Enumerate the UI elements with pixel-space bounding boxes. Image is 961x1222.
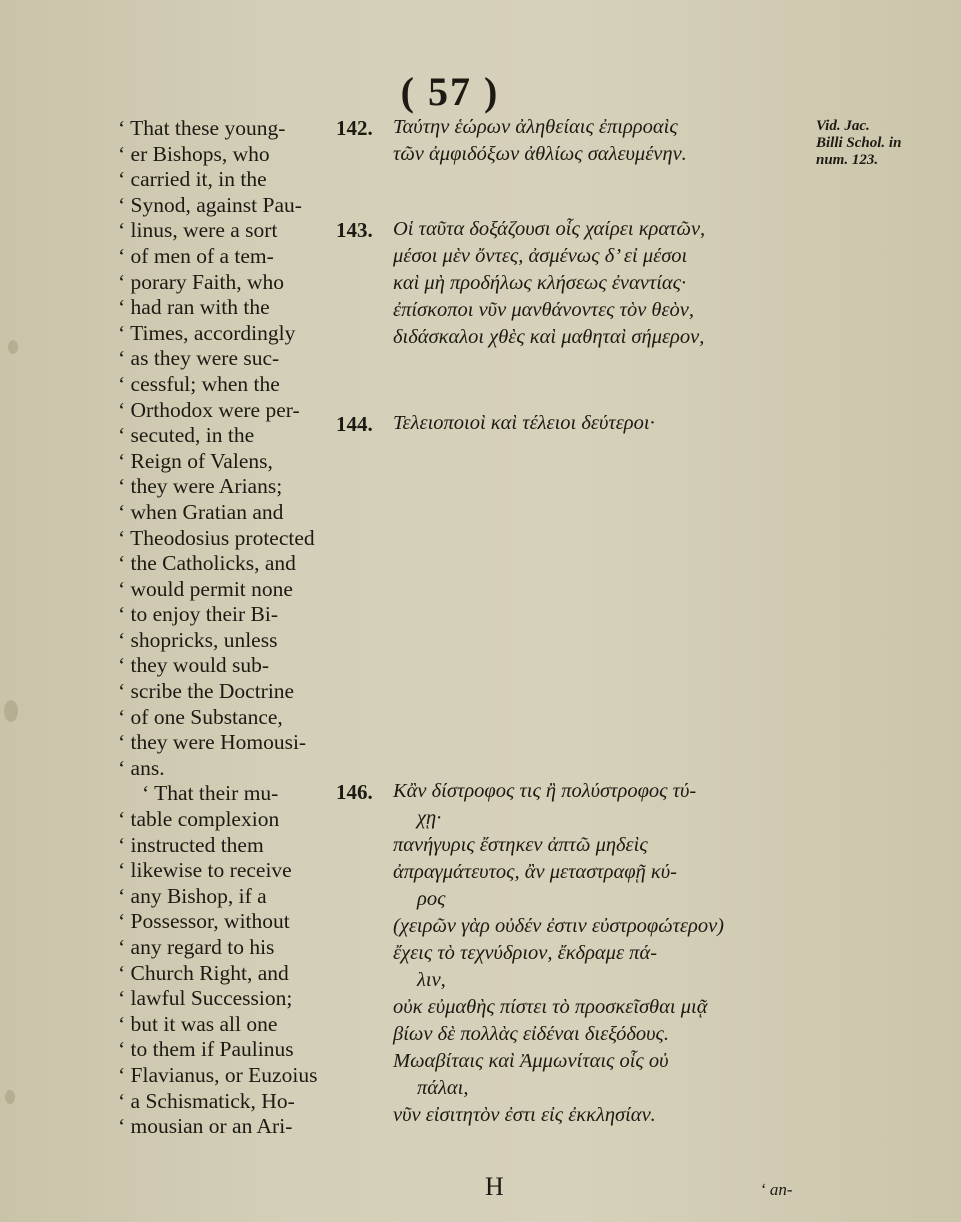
paraphrase-line: ‘ Reign of Valens,: [118, 448, 273, 473]
paraphrase-line: ‘ shopricks, unless: [118, 627, 278, 652]
paraphrase-line: ‘ Orthodox were per-: [118, 397, 300, 422]
greek-line: διδάσκαλοι χθὲς καὶ μαθηταὶ σήμερον,: [393, 326, 705, 348]
paraphrase-line: ‘ lawful Succession;: [118, 986, 293, 1011]
paraphrase-line: ‘ to them if Paulinus: [118, 1037, 294, 1062]
verse-number-144: 144.: [336, 412, 373, 436]
greek-line: ἀπραγμάτευτος, ἂν μεταστραφῇ κύ-: [393, 861, 677, 883]
paraphrase-line: ‘ of one Substance,: [118, 704, 283, 729]
greek-line: Ταύτην ἑώρων ἀληθείαις ἐπιρροαὶς: [393, 116, 678, 138]
paraphrase-line: ‘ scribe the Doctrine: [118, 679, 295, 704]
paraphrase-line: ‘ Synod, against Pau-: [118, 192, 302, 217]
greek-line: βίων δὲ πολλὰς εἰδέναι διεξόδους.: [393, 1023, 669, 1045]
paraphrase-line: ‘ likewise to receive: [118, 858, 292, 883]
paraphrase-line: ‘ any regard to his: [118, 935, 275, 959]
paraphrase-line: ‘ a Schismatick, Ho-: [118, 1088, 295, 1113]
paraphrase-line: ‘ That their mu-: [142, 781, 279, 806]
paraphrase-line: ‘ carried it, in the: [118, 167, 267, 192]
greek-line: τῶν ἀμφιδόξων ἀθλίως σαλευμένην.: [393, 143, 687, 165]
verse-number-146: 146.: [336, 780, 373, 804]
paraphrase-line: ‘ the Catholicks, and: [118, 551, 296, 576]
margin-note-line: Billi Schol. in: [816, 135, 902, 151]
page-number: ( 57 ): [400, 69, 500, 114]
greek-line: καὶ μὴ προδήλως κλήσεως ἐναντίας·: [393, 272, 687, 294]
signature-mark: H: [485, 1172, 504, 1201]
greek-line: πάλαι,: [417, 1077, 469, 1099]
paper-stain: [8, 340, 18, 354]
paraphrase-line: ‘ as they were suc-: [118, 346, 280, 371]
paraphrase-line: ‘ That these young-: [118, 116, 286, 140]
paraphrase-line: ‘ Flavianus, or Euzoius: [118, 1062, 318, 1087]
paraphrase-line: ‘ they were Homousi-: [118, 730, 307, 755]
paraphrase-line: ‘ would permit none: [118, 576, 293, 601]
verse-number-143: 143.: [336, 218, 373, 242]
english-paraphrase-column: [118, 116, 333, 1140]
paraphrase-line: ‘ had ran with the: [118, 295, 270, 320]
paraphrase-line: ‘ they were Arians;: [118, 474, 283, 499]
greek-line: Μωαβίταις καὶ Ἀμμωνίταις οἷς οὐ: [393, 1050, 669, 1072]
paraphrase-line: ‘ cessful; when the: [118, 371, 280, 396]
paraphrase-line: ‘ when Gratian and: [118, 499, 284, 524]
paraphrase-line: ‘ Times, accordingly: [118, 320, 296, 345]
greek-line: Οἱ ταῦτα δοξάζουσι οἷς χαίρει κρατῶν,: [393, 218, 706, 240]
paraphrase-line: ‘ of men of a tem-: [118, 243, 274, 268]
greek-line: Κἂν δίστροφος τις ἢ πολύστροφος τύ-: [393, 780, 697, 802]
greek-line: (χειρῶν γὰρ οὐδέν ἐστιν εὐστροφώτερον): [393, 915, 724, 937]
paraphrase-line: ‘ ans.: [118, 755, 165, 780]
greek-verse-143: [393, 216, 705, 351]
paraphrase-line: ‘ Church Right, and: [118, 960, 289, 985]
margin-reference-note: [816, 118, 946, 169]
greek-verse-146: [393, 778, 724, 1129]
greek-line: οὐκ εὐμαθὴς πίστει τὸ προσκεῖσθαι μιᾷ: [393, 996, 708, 1018]
greek-line: Τελειοποιοὶ καὶ τέλειοι δεύτεροι·: [393, 412, 655, 434]
paper-stain: [5, 1090, 15, 1104]
paraphrase-line: ‘ secuted, in the: [118, 423, 255, 448]
margin-note-line: num. 123.: [816, 152, 879, 168]
paraphrase-line: ‘ linus, were a sort: [118, 218, 278, 243]
paraphrase-line: ‘ Theodosius protected: [118, 525, 315, 550]
greek-line: νῦν εἰσιτητὸν ἐστι εἰς ἐκκλησίαν.: [393, 1104, 656, 1126]
paraphrase-line: ‘ Possessor, without: [118, 909, 290, 934]
margin-note-line: Vid. Jac.: [816, 118, 870, 134]
greek-line: πανήγυρις ἔστηκεν ἀπτῶ μηδεὶς: [393, 834, 648, 856]
greek-line: ἔχεις τὸ τεχνύδριον, ἔκδραμε πά-: [393, 942, 658, 964]
greek-line: λιν,: [417, 969, 446, 991]
greek-verse-142: [393, 114, 687, 168]
greek-verse-144: [393, 410, 655, 437]
greek-line: ἐπίσκοποι νῦν μανθάνοντες τὸν θεὸν,: [393, 299, 695, 321]
catchword: ‘ an-: [760, 1180, 793, 1199]
greek-line: ρος: [417, 888, 446, 910]
greek-line: μέσοι μὲν ὄντες, ἀσμένως δ’ εἰ μέσοι: [393, 245, 688, 267]
paraphrase-line: ‘ but it was all one: [118, 1011, 278, 1036]
verse-number-142: 142.: [336, 116, 373, 140]
paraphrase-line: ‘ mousian or an Ari-: [118, 1114, 293, 1139]
paraphrase-line: ‘ porary Faith, who: [118, 269, 284, 294]
greek-line: χῃ·: [417, 807, 442, 829]
paraphrase-line: ‘ they would sub-: [118, 653, 270, 678]
paraphrase-line: ‘ er Bishops, who: [118, 141, 270, 166]
paragraph-2: [118, 781, 333, 1139]
paraphrase-line: ‘ to enjoy their Bi-: [118, 602, 279, 627]
paper-stain: [4, 700, 18, 722]
paraphrase-line: ‘ table complexion: [118, 807, 280, 832]
paragraph-1: [118, 116, 333, 781]
paraphrase-line: ‘ any Bishop, if a: [118, 883, 267, 908]
paraphrase-line: ‘ instructed them: [118, 832, 264, 857]
